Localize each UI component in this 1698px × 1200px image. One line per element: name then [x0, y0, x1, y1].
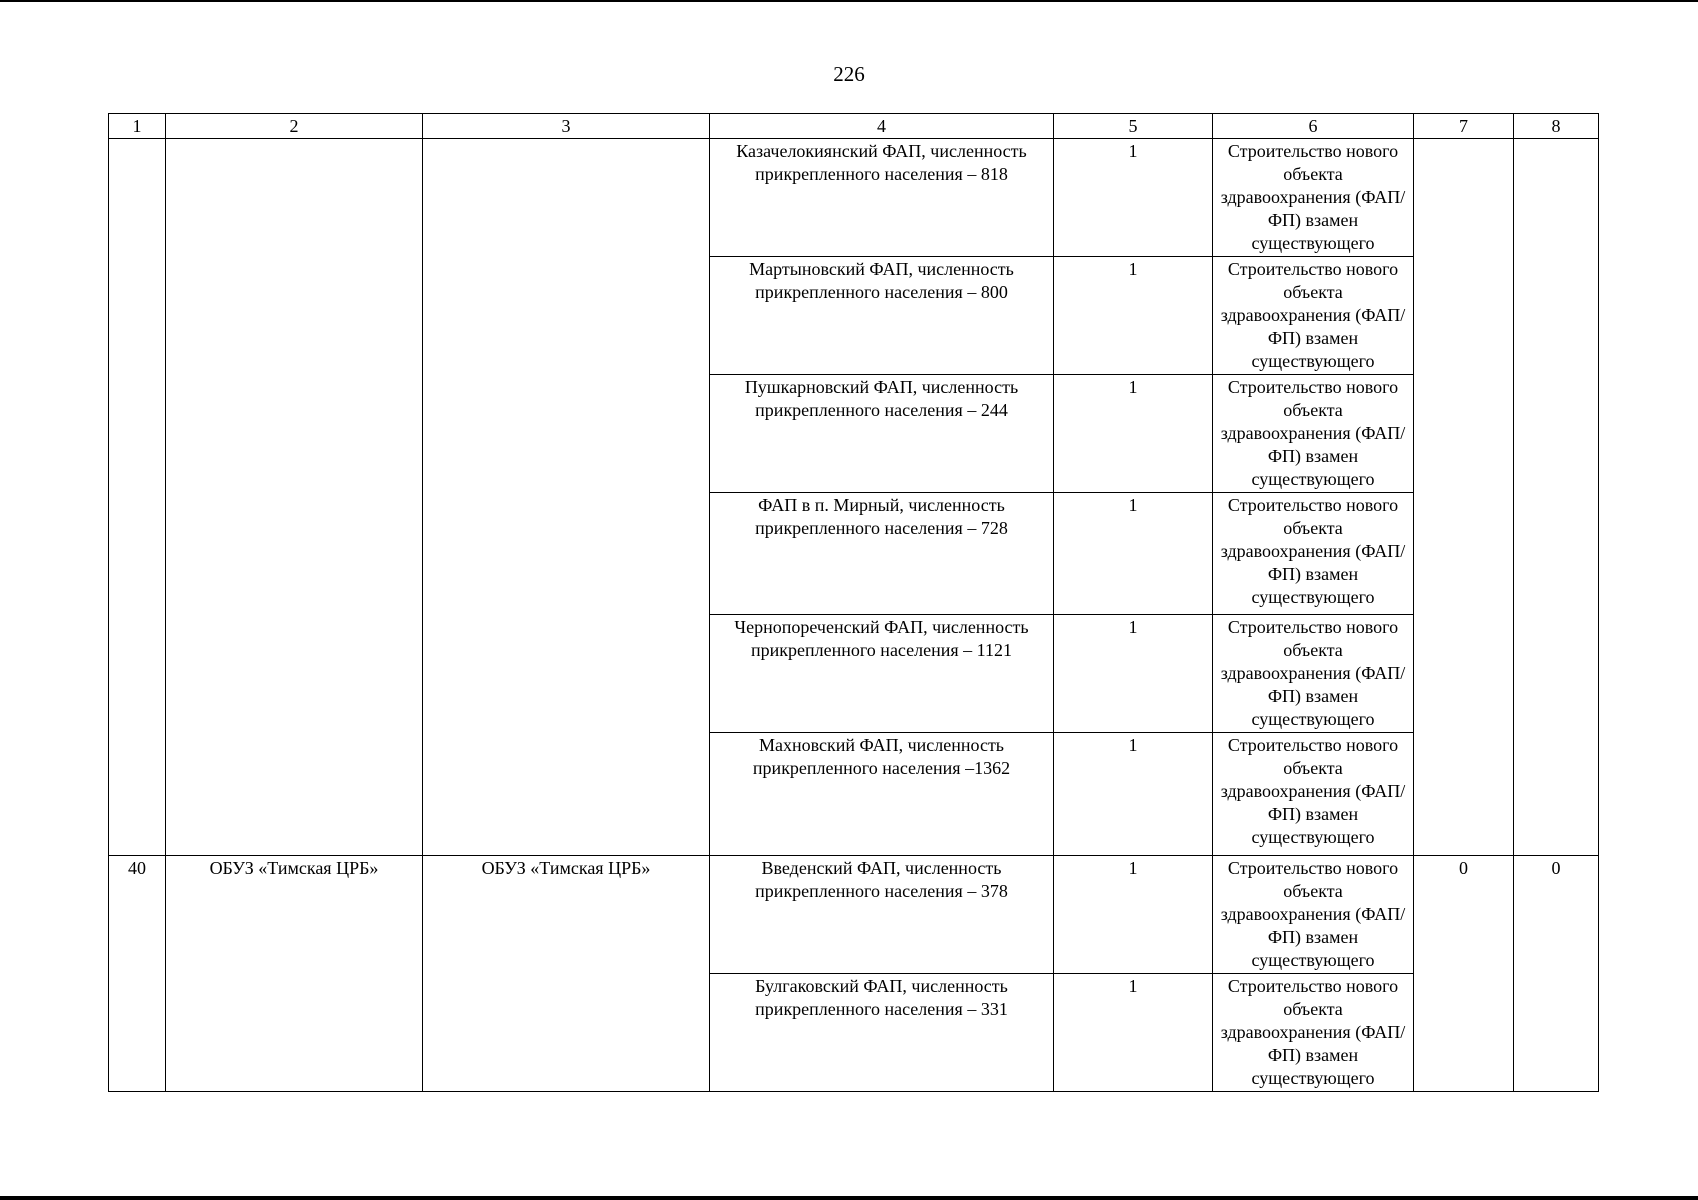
facility-cell: ФАП в п. Мирный, численность прикрепленного населения – 728 [710, 493, 1054, 615]
column-header: 1 [109, 114, 166, 139]
action-cell: Строительство нового объекта здравоохранения (ФАП/ФП) взамен существующего [1213, 615, 1414, 733]
col7-cell [1414, 139, 1514, 856]
table-row [109, 856, 1599, 974]
count-cell: 1 [1054, 493, 1213, 615]
facility-cell: Пушкарновский ФАП, численность прикрепленного населения – 244 [710, 375, 1054, 493]
column-header: 7 [1414, 114, 1514, 139]
count-cell: 1 [1054, 856, 1213, 974]
action-cell: Строительство нового объекта здравоохранения (ФАП/ФП) взамен существующего [1213, 257, 1414, 375]
column-header: 3 [423, 114, 710, 139]
column-header: 8 [1514, 114, 1599, 139]
col7-cell: 0 [1414, 856, 1514, 1092]
facility-table [108, 113, 1599, 1092]
count-cell: 1 [1054, 974, 1213, 1092]
count-cell: 1 [1054, 615, 1213, 733]
row-number-cell [109, 139, 166, 856]
scan-border-bottom [0, 1196, 1698, 1200]
column-header: 2 [166, 114, 423, 139]
count-cell: 1 [1054, 733, 1213, 856]
facility-cell: Махновский ФАП, численность прикрепленного населения –1362 [710, 733, 1054, 856]
organization-cell [166, 139, 423, 856]
count-cell: 1 [1054, 257, 1213, 375]
action-cell: Строительство нового объекта здравоохранения (ФАП/ФП) взамен существующего [1213, 375, 1414, 493]
count-cell: 1 [1054, 139, 1213, 257]
table-row [109, 139, 1599, 257]
organization-cell: ОБУЗ «Тимская ЦРБ» [166, 856, 423, 1092]
facility-cell: Введенский ФАП, численность прикрепленного населения – 378 [710, 856, 1054, 974]
column-header: 4 [710, 114, 1054, 139]
count-cell: 1 [1054, 375, 1213, 493]
table-header-row [109, 114, 1599, 139]
action-cell: Строительство нового объекта здравоохранения (ФАП/ФП) взамен существующего [1213, 139, 1414, 257]
scan-border-top [0, 0, 1698, 2]
col8-cell: 0 [1514, 856, 1599, 1092]
facility-cell: Булгаковский ФАП, численность прикрепленного населения – 331 [710, 974, 1054, 1092]
col8-cell [1514, 139, 1599, 856]
action-cell: Строительство нового объекта здравоохранения (ФАП/ФП) взамен существующего [1213, 856, 1414, 974]
row-number-cell: 40 [109, 856, 166, 1092]
action-cell: Строительство нового объекта здравоохранения (ФАП/ФП) взамен существующего [1213, 974, 1414, 1092]
column-header: 6 [1213, 114, 1414, 139]
action-cell: Строительство нового объекта здравоохранения (ФАП/ФП) взамен существующего [1213, 733, 1414, 856]
facility-cell: Мартыновский ФАП, численность прикрепленного населения – 800 [710, 257, 1054, 375]
organization-cell [423, 139, 710, 856]
organization-cell: ОБУЗ «Тимская ЦРБ» [423, 856, 710, 1092]
column-header: 5 [1054, 114, 1213, 139]
action-cell: Строительство нового объекта здравоохранения (ФАП/ФП) взамен существующего [1213, 493, 1414, 615]
facility-cell: Чернопореченский ФАП, численность прикрепленного населения – 1121 [710, 615, 1054, 733]
page-number: 226 [833, 62, 865, 86]
facility-cell: Казачелокиянский ФАП, численность прикрепленного населения – 818 [710, 139, 1054, 257]
